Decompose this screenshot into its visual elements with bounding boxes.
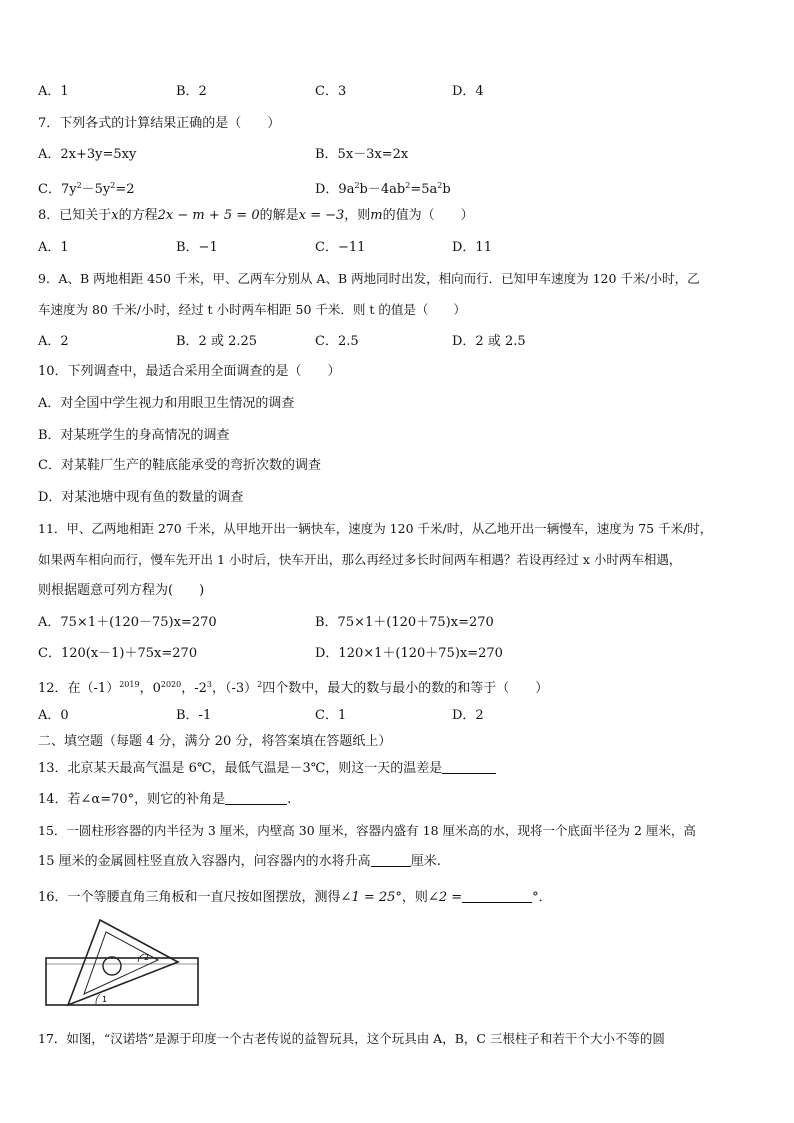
- q9-option-a: A．2: [38, 334, 69, 349]
- q12-option-b: B．-1: [176, 708, 212, 723]
- angle-2-label: 2: [144, 953, 150, 962]
- q7-options-row2: [38, 178, 758, 197]
- q12-p2: ，0: [139, 681, 161, 696]
- section-2-heading: 二、填空题（每题 4 分，满分 20 分，将答案填在答题纸上）: [38, 734, 392, 749]
- q9-options: [38, 334, 758, 350]
- q11-line1: 11．甲、乙两地相距 270 千米，从甲地开出一辆快车，速度为 120 千米/时，从乙地开出一辆慢车，速度为 75 千米/时，: [38, 521, 713, 536]
- q12-option-d: D．2: [452, 708, 484, 723]
- q8-options: [38, 240, 758, 256]
- q12-s4: 2: [257, 680, 263, 689]
- q10-option-a: A．对全国中学生视力和用眼卫生情况的调查: [38, 396, 295, 411]
- q8-mid: 的方程: [118, 208, 158, 223]
- q7-d-sup1: 2: [354, 181, 360, 190]
- q8-post: 的值为（ ）: [382, 208, 474, 223]
- q6-option-b: B．2: [176, 84, 207, 99]
- q15-line1: 15．一圆柱形容器的内半径为 3 厘米，内壁高 30 厘米，容器内盛有 18 厘米高的水，现将一个底面半径为 2 厘米，高: [38, 823, 696, 838]
- q7-d-mid2: =5a: [410, 182, 438, 197]
- q7-option-d: [315, 178, 451, 198]
- q8-equation: 2x − m + 5 = 0: [157, 208, 260, 223]
- q6-options: [38, 84, 758, 100]
- q16-pre: 16．一个等腰直角三角板和一直尺按如图摆放，测得: [38, 890, 341, 905]
- q16-angle1: ∠1 = 25°: [340, 890, 402, 905]
- q7-c-sup2: 2: [110, 181, 116, 190]
- angle-1-label: 1: [102, 995, 108, 1004]
- q9-option-d: D．2 或 2.5: [452, 334, 526, 349]
- q8-option-b: B．−1: [176, 240, 218, 255]
- q12-option-a: A．0: [38, 708, 69, 723]
- q8-var-x: x: [111, 208, 119, 223]
- q15-line2: [38, 854, 441, 870]
- q14-post: .: [287, 792, 292, 807]
- q12-s3: 3: [206, 680, 212, 689]
- q12-p3: ，-2: [181, 681, 207, 696]
- q9-option-c: C．2.5: [315, 334, 359, 349]
- q9-line2: 车速度为 80 千米/小时，经过 t 小时两车相距 50 千米．则 t 的值是（ ）: [38, 302, 466, 317]
- q11-line3: 则根据题意可列方程为( ): [38, 583, 205, 598]
- q7-c-post: =2: [115, 182, 135, 197]
- q10-option-b: B．对某班学生的身高情况的调查: [38, 428, 230, 443]
- q17-line1: 17．如图，“汉诺塔”是源于印度一个古老传说的益智玩具，这个玩具由 A，B，C 三根柱子和若干个大小不等的圆: [38, 1031, 665, 1046]
- q7-option-b: B．5x－3x=2x: [315, 147, 409, 162]
- q7-option-a: A．2x+3y=5xy: [38, 147, 137, 162]
- q8-mid3: ，则: [344, 208, 371, 223]
- q11-options-row2: [38, 646, 758, 662]
- q16-stem: [38, 890, 552, 906]
- q8-mid2: 的解是: [259, 208, 299, 223]
- q13-answer-blank[interactable]: [442, 761, 496, 774]
- q9-line1: 9．A、B 两地相距 450 千米，甲、乙两车分别从 A、B 两地同时出发，相向而行．已知甲车速度为 120 千米/小时，乙: [38, 271, 700, 286]
- q13: [38, 761, 496, 777]
- q8-stem: [38, 208, 474, 224]
- q8-solution: x = −3: [298, 208, 345, 223]
- q12-p4: ，（-3）: [211, 681, 258, 696]
- q11-option-d: D．120×1＋(120＋75)x=270: [315, 646, 503, 661]
- q8-var-m: m: [370, 208, 383, 223]
- q15-line2-post: 厘米.: [410, 854, 441, 869]
- q7-stem: 7．下列各式的计算结果正确的是（ ）: [38, 116, 281, 131]
- q10-option-c: C．对某鞋厂生产的鞋底能承受的弯折次数的调查: [38, 458, 321, 473]
- q16-mid: ，则: [401, 890, 428, 905]
- q7-d-sup2: 2: [405, 181, 411, 190]
- q7-d-pre: D．9a: [315, 182, 355, 197]
- q10-stem: 10．下列调查中，最适合采用全面调查的是（ ）: [38, 364, 341, 379]
- q16-post: °．: [532, 890, 552, 905]
- q11-options-row1: [38, 615, 758, 631]
- q7-c-sup1: 2: [76, 181, 82, 190]
- q14: [38, 792, 291, 808]
- q7-option-c: [38, 178, 135, 198]
- q15-answer-blank[interactable]: [371, 854, 411, 867]
- q11-line2: 如果两车相向而行，慢车先开出 1 小时后，快车开出，那么再经过多长时间两车相遇？若设再经过 x 小时两车相遇，: [38, 552, 682, 567]
- q8-option-d: D．11: [452, 240, 492, 255]
- q10-option-d: D．对某池塘中现有鱼的数量的调查: [38, 490, 244, 505]
- q12-option-c: C．1: [315, 708, 347, 723]
- angle-1-arc: [96, 994, 100, 1004]
- q7-options-row1: [38, 147, 758, 163]
- q15-line2-pre: 15 厘米的金属圆柱竖直放入容器内，问容器内的水将升高: [38, 854, 371, 869]
- q12-p5: 四个数中，最大的数与最小的数的和等于（ ）: [262, 681, 549, 696]
- q12-s2: 2020: [160, 680, 182, 689]
- q7-c-mid: －5y: [81, 182, 111, 197]
- q12-options: [38, 708, 758, 724]
- q11-option-a: A．75×1＋(120－75)x=270: [38, 615, 217, 630]
- q7-c-pre: C．7y: [38, 182, 77, 197]
- q8-option-a: A．1: [38, 240, 69, 255]
- q7-d-post: b: [442, 182, 451, 197]
- q6-option-c: C．3: [315, 84, 347, 99]
- q12-stem: [38, 677, 548, 697]
- q11-option-b: B．75×1＋(120＋75)x=270: [315, 615, 494, 630]
- triangle-hole: [103, 957, 121, 975]
- q8-pre: 8．已知关于: [38, 208, 112, 223]
- ruler-shape: [46, 958, 198, 1005]
- q14-answer-blank[interactable]: [225, 792, 287, 805]
- q16-angle2: ∠2 =: [427, 890, 463, 905]
- q12-s1: 2019: [119, 680, 140, 689]
- q7-d-mid1: b－4ab: [359, 182, 406, 197]
- q13-text: 13．北京某天最高气温是 6℃，最低气温是－3℃，则这一天的温差是: [38, 761, 443, 776]
- q12-p1: 12．在（-1）: [38, 681, 120, 696]
- q16-answer-blank[interactable]: [462, 890, 532, 903]
- q6-option-d: D．4: [452, 84, 484, 99]
- q8-option-c: C．−11: [315, 240, 366, 255]
- triangle-ruler-figure: [40, 918, 205, 1018]
- q7-d-sup3: 2: [437, 181, 443, 190]
- q11-option-c: C．120(x－1)＋75x=270: [38, 646, 198, 661]
- q14-text: 14．若∠α=70°，则它的补角是: [38, 792, 226, 807]
- q9-option-b: B．2 或 2.25: [176, 334, 258, 349]
- q6-option-a: A．1: [38, 84, 69, 99]
